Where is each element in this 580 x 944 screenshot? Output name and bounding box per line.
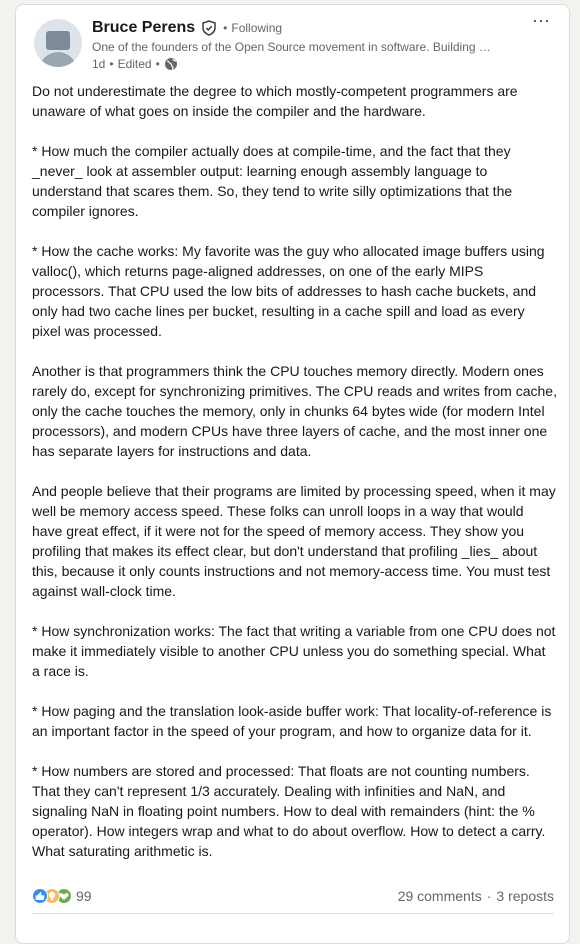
actions-divider: [32, 913, 554, 914]
comments-count[interactable]: 29 comments: [397, 888, 482, 904]
post-paragraph: * How numbers are stored and processed: That floats are not counting numbers. That they can't represent 1/3 accurately. Dealing with infinities and NaN, and signaling NaN in floating point numbers. How to deal with remainders (hint: the % operator). How integers wrap and what to do about overflow. How to detect a carry. What saturating arithmetic is.: [32, 763, 546, 859]
social-counts-bar: [32, 885, 554, 907]
separator-dot: •: [155, 57, 160, 71]
edited-label: Edited: [117, 57, 152, 71]
post-header: [92, 17, 532, 73]
post-paragraph: * How paging and the translation look-aside buffer work: That locality-of-reference is an important factor in the speed of your program, and how to organize data for it.: [32, 703, 552, 739]
reposts-count[interactable]: 3 reposts: [496, 888, 554, 904]
globe-icon: [164, 57, 178, 71]
verified-icon: [201, 20, 217, 36]
avatar-head-shape: [46, 31, 70, 50]
post-paragraph: And people believe that their programs are limited by processing speed, when it may well be memory access speed. These folks can unroll loops in a way that would have great effect, if it were not for the speed of memory access. They show you profiling that makes its effect clear, but don't understand that profiling _lies_ about this, because it only counts instructions and not memory-access time. You must test against wall-clock time.: [32, 483, 556, 599]
more-options-button[interactable]: ···: [532, 10, 550, 30]
separator-dot: ·: [486, 888, 492, 904]
post-time: 1d: [92, 57, 106, 71]
like-icon: [32, 888, 48, 904]
avatar-body-shape: [39, 52, 77, 67]
post-meta: [92, 55, 532, 73]
separator-dot: •: [223, 21, 228, 35]
follow-status[interactable]: Following: [231, 21, 283, 35]
reactions-summary[interactable]: [32, 888, 92, 904]
separator-dot: •: [109, 57, 114, 71]
author-headline: One of the founders of the Open Source movement in software. Building …: [92, 40, 491, 54]
post-paragraph: Do not underestimate the degree to which mostly-competent programmers are unaware of what goes on inside the compiler and the hardware.: [32, 83, 518, 119]
post-card: [15, 4, 570, 944]
post-body: [32, 81, 557, 881]
reaction-count[interactable]: 99: [76, 888, 92, 904]
post-paragraph: Another is that programmers think the CPU touches memory directly. Modern ones rarely do, except for synchronizing primitives. The CPU reads and writes from cache, only the cache touches the memory, only in chunks 64 bytes wide (for modern Intel processors), and modern CPUs have three layers of cache, and the most inner one has separate layers for instructions and data.: [32, 363, 557, 459]
post-paragraph: * How the cache works: My favorite was the guy who allocated image buffers using valloc(), which returns page-aligned addresses, on one of the early MIPS processors. That CPU used the low bits of addresses to hash cache buckets, and only had two cache lines per bucket, resulting in a cache spill and load as every pixel was processed.: [32, 243, 545, 339]
reaction-icons: [32, 888, 68, 904]
post-paragraph: * How synchronization works: The fact that writing a variable from one CPU does not make it immediately visible to another CPU unless you do something special. What a race is.: [32, 623, 556, 679]
engagement-counts: [398, 888, 554, 904]
author-name-line: [92, 17, 532, 39]
author-name[interactable]: Bruce Perens: [92, 19, 196, 36]
author-avatar[interactable]: [34, 19, 82, 67]
post-paragraph: * How much the compiler actually does at compile-time, and the fact that they _never_ look at assembler output: learning enough assembly language to understand that scares them. So, they tend to write silly optimizations that the compiler ignores.: [32, 143, 513, 219]
